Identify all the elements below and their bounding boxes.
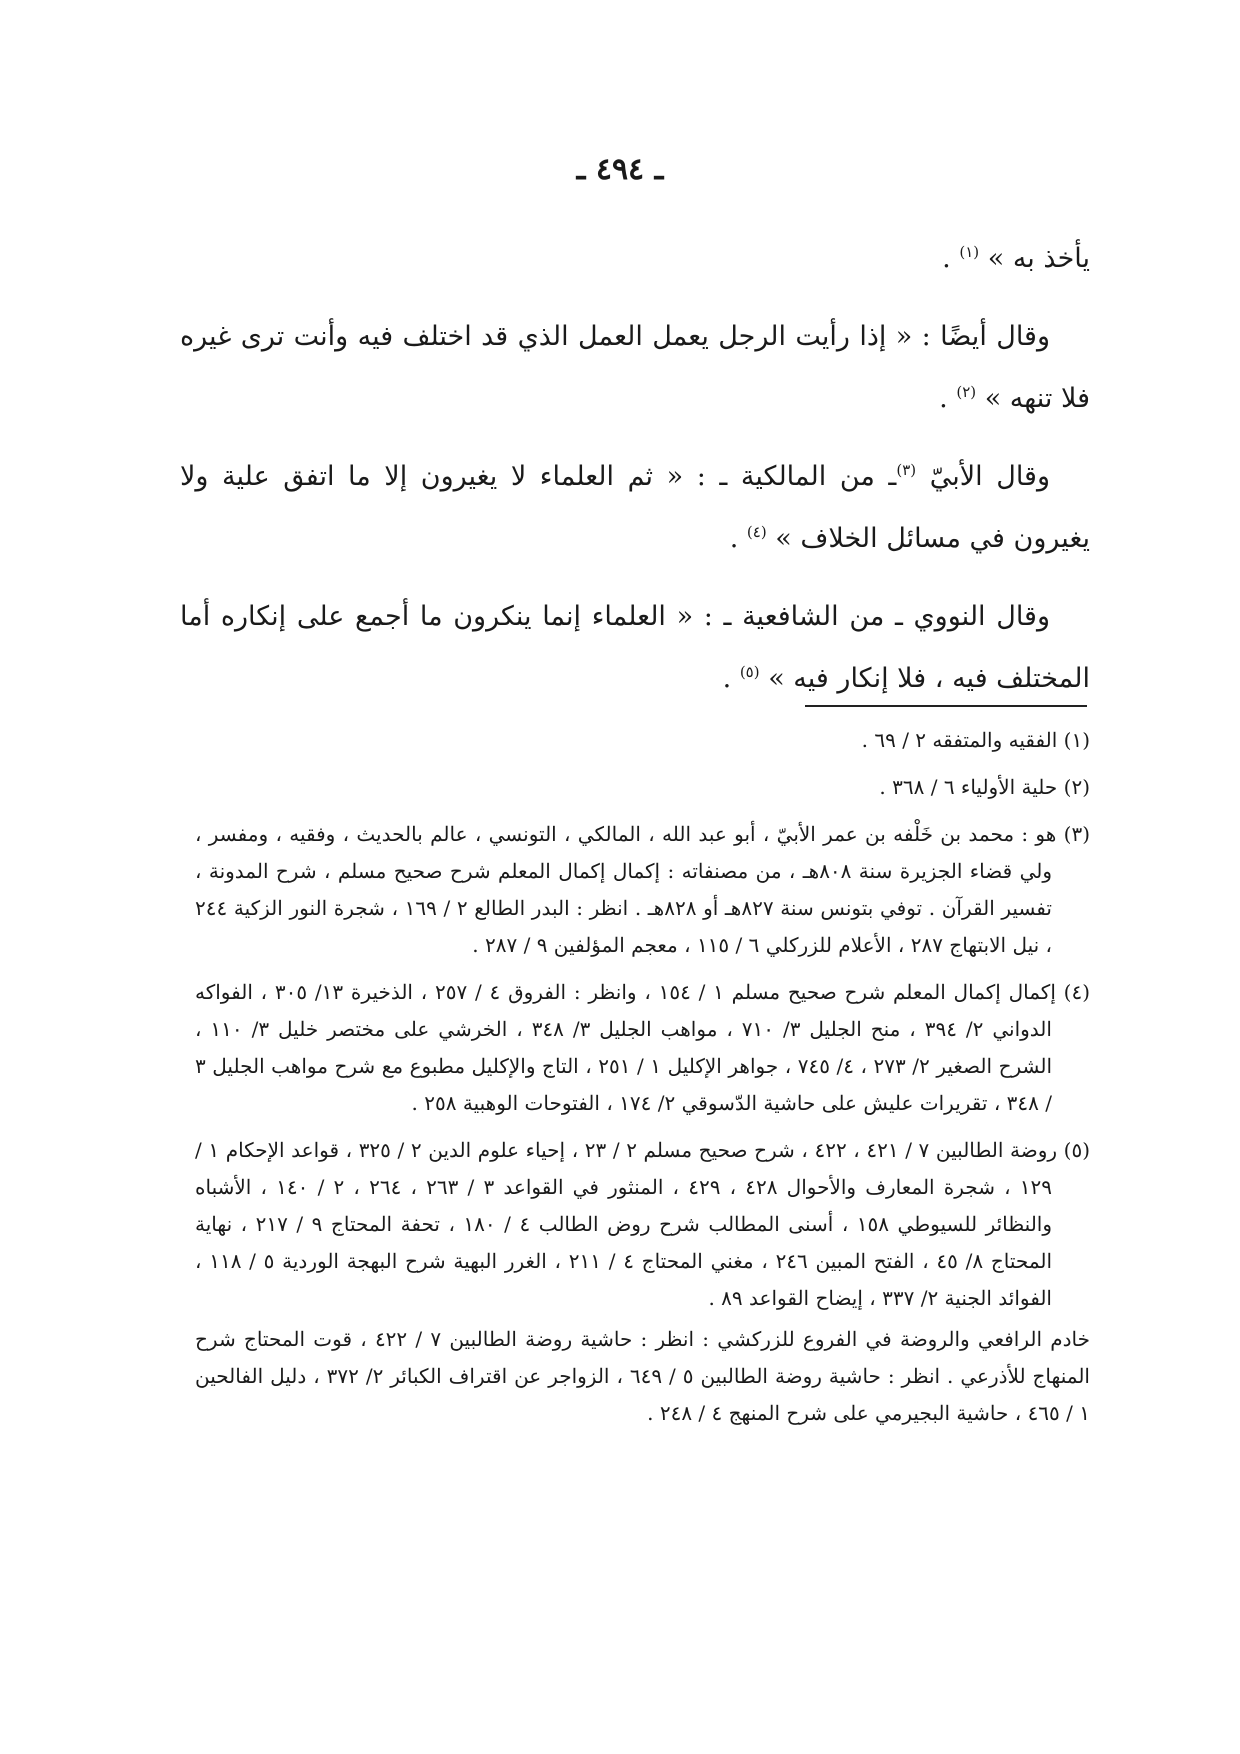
paragraph-text: وقال الأبيّ bbox=[929, 461, 1050, 492]
paragraph-4 bbox=[180, 586, 1090, 710]
paragraph-text: وقال أيضًا : « إذا رأيت الرجل يعمل العمل الذي قد اختلف فيه وأنت ترى غيره فلا تنهه » bbox=[180, 321, 1090, 414]
footnote-5-continuation: خادم الرافعي والروضة في الفروع للزركشي : انظر : حاشية روضة الطالبين ٧ / ٤٢٢ ، قوت المحتاج شرح المنهاج للأذرعي . انظر : حاشية روضة الطالبين ٥ / ٦٤٩ ، الزواجر عن اقتراف الكبائر ٢/ ٣٧٢ ، دليل الفالحين ١ / ٤٦٥ ، حاشية البجيرمي على شرح المنهج ٤ / ٢٤٨ . bbox=[195, 1327, 1090, 1425]
paragraph-end: . bbox=[729, 523, 747, 554]
footnote-3: (٣) هو : محمد بن خَلْفه بن عمر الأبيّ ، أبو عبد الله ، المالكي ، التونسي ، عالم بالحديث ، وفقيه ، ومفسر ، ولي قضاء الجزيرة سنة ٨٠٨هـ ، من مصنفاته : إكمال إكمال المعلم شرح صحيح مسلم ، شرح المدونة ، تفسير القرآن . توفي بتونس سنة ٨٢٧هـ أو ٨٢٨هـ . انظر : البدر الطالع ٢ / ١٦٩ ، شجرة النور الزكية ٢٤٤ ، نيل الابتهاج ٢٨٧ ، الأعلام للزركلي ٦ / ١١٥ ، معجم المؤلفين ٩ / ٢٨٧ . bbox=[195, 822, 1090, 957]
footnote-ref: (٢) bbox=[956, 383, 977, 401]
paragraph-text: ـ من المالكية ـ : « ثم العلماء لا يغيرون إلا ما اتفق علية ولا يغيرون في مسائل الخلاف » bbox=[180, 461, 1090, 554]
paragraph-3 bbox=[180, 446, 1090, 570]
paragraph-end: . bbox=[942, 243, 960, 274]
paragraph-text: يأخذ به » bbox=[987, 243, 1090, 274]
footnote-1: (١) الفقيه والمتفقه ٢ / ٦٩ . bbox=[861, 728, 1090, 752]
paragraph-end: . bbox=[722, 663, 740, 694]
footnotes bbox=[195, 722, 1090, 1442]
footnote-5: (٥) روضة الطالبين ٧ / ٤٢١ ، ٤٢٢ ، شرح صحيح مسلم ٢ / ٢٣ ، إحياء علوم الدين ٢ / ٣٢٥ ، قواعد الإحكام ١ / ١٢٩ ، شجرة المعارف والأحوال ٤٢٨ ، ٤٢٩ ، المنثور في القواعد ٣ / ٢٦٣ ، ٢٦٤ ، ٢ / ١٤٠ ، الأشباه والنظائر للسيوطي ١٥٨ ، أسنى المطالب شرح روض الطالب ٤ / ١٨٠ ، تحفة المحتاج ٩ / ٢١٧ ، نهاية المحتاج ٨/ ٤٥ ، الفتح المبين ٢٤٦ ، مغني المحتاج ٤ / ٢١١ ، الغرر البهية شرح البهجة الوردية ٥ / ١١٨ ، الفوائد الجنية ٢/ ٣٣٧ ، إيضاح القواعد ٨٩ . bbox=[195, 1138, 1091, 1310]
paragraph-text: وقال النووي ـ من الشافعية ـ : « العلماء إنما ينكرون ما أجمع على إنكاره أما المختلف فيه ، فلا إنكار فيه » bbox=[180, 601, 1090, 694]
paragraph-1 bbox=[180, 228, 1090, 290]
footnote-ref: (١) bbox=[959, 243, 980, 261]
paragraph-end: . bbox=[939, 383, 957, 414]
footnote-ref: (٥) bbox=[739, 663, 760, 681]
footnote-4: (٤) إكمال إكمال المعلم شرح صحيح مسلم ١ / ١٥٤ ، وانظر : الفروق ٤ / ٢٥٧ ، الذخيرة ١٣/ ٣٠٥ ، الفواكه الدواني ٢/ ٣٩٤ ، منح الجليل ٣/ ٧١٠ ، مواهب الجليل ٣/ ٣٤٨ ، الخرشي على مختصر خليل ٣/ ١١٠ ، الشرح الصغير ٢/ ٢٧٣ ، ٤/ ٧٤٥ ، جواهر الإكليل ١ / ٢٥١ ، التاج والإكليل مطبوع مع شرح مواهب الجليل ٣ / ٣٤٨ ، تقريرات عليش على حاشية الدّسوقي ٢/ ١٧٤ ، الفتوحات الوهبية ٢٥٨ . bbox=[195, 980, 1091, 1115]
paragraph-2 bbox=[180, 306, 1090, 430]
footnote-2: (٢) حلية الأولياء ٦ / ٣٦٨ . bbox=[879, 775, 1090, 799]
main-text bbox=[180, 228, 1090, 726]
page-number: ـ ٤٩٤ ـ bbox=[576, 152, 664, 187]
footnote-ref: (٣) bbox=[896, 461, 917, 479]
footnote-ref: (٤) bbox=[746, 523, 767, 541]
footnote-divider bbox=[805, 705, 1087, 707]
